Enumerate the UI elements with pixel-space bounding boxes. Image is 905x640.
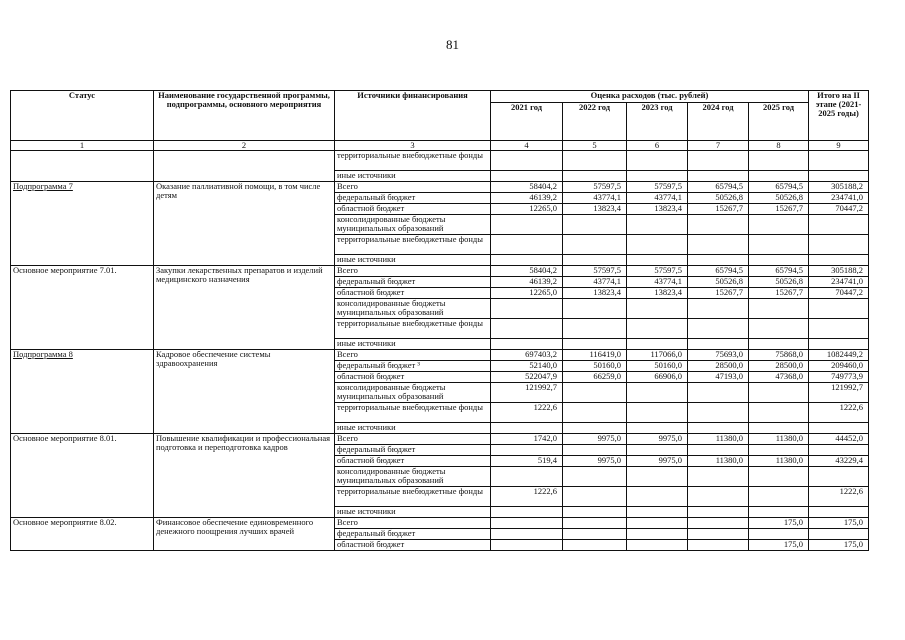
row-source: областной бюджет bbox=[335, 455, 491, 466]
row-year-value bbox=[491, 422, 563, 433]
row-source: иные источники bbox=[335, 170, 491, 181]
row-year-value bbox=[627, 254, 688, 265]
header-sources: Источники финансирования bbox=[335, 91, 491, 141]
row-year-value bbox=[627, 214, 688, 234]
row-status: Подпрограмма 8 bbox=[11, 349, 154, 433]
row-year-value bbox=[563, 444, 627, 455]
row-year-value bbox=[688, 444, 749, 455]
row-year-value bbox=[563, 528, 627, 539]
row-year-value bbox=[749, 170, 809, 181]
row-total-value: 121992,7 bbox=[809, 382, 869, 402]
row-year-value bbox=[563, 170, 627, 181]
row-year-value bbox=[749, 234, 809, 254]
row-year-value: 50526,8 bbox=[688, 192, 749, 203]
row-total-value bbox=[809, 338, 869, 349]
column-number: 6 bbox=[627, 141, 688, 151]
row-source: территориальные внебюджетные фонды bbox=[335, 150, 491, 170]
row-year-value bbox=[627, 170, 688, 181]
row-source: Всего bbox=[335, 433, 491, 444]
row-year-value: 57597,5 bbox=[563, 265, 627, 276]
row-year-value bbox=[563, 506, 627, 517]
budget-table bbox=[10, 90, 869, 551]
row-year-value: 522047,9 bbox=[491, 371, 563, 382]
row-year-value bbox=[627, 539, 688, 550]
row-total-value: 209460,0 bbox=[809, 360, 869, 371]
row-year-value: 13823,4 bbox=[563, 203, 627, 214]
row-year-value bbox=[749, 338, 809, 349]
table-row bbox=[11, 349, 869, 360]
row-year-value bbox=[749, 318, 809, 338]
row-year-value bbox=[627, 338, 688, 349]
row-source: Всего bbox=[335, 181, 491, 192]
row-total-value bbox=[809, 254, 869, 265]
row-year-value bbox=[749, 444, 809, 455]
row-year-value: 50526,8 bbox=[749, 276, 809, 287]
row-year-value: 46139,2 bbox=[491, 192, 563, 203]
column-number: 5 bbox=[563, 141, 627, 151]
row-status bbox=[11, 150, 154, 181]
row-source: территориальные внебюджетные фонды bbox=[335, 486, 491, 506]
row-year-value: 66259,0 bbox=[563, 371, 627, 382]
table-row bbox=[11, 517, 869, 528]
row-source: иные источники bbox=[335, 506, 491, 517]
row-total-value: 1222,6 bbox=[809, 486, 869, 506]
row-year-value bbox=[627, 486, 688, 506]
table-row bbox=[11, 150, 869, 170]
row-total-value bbox=[809, 170, 869, 181]
row-source: областной бюджет bbox=[335, 371, 491, 382]
header-year: 2025 год bbox=[749, 103, 809, 141]
row-year-value bbox=[491, 528, 563, 539]
row-year-value: 50160,0 bbox=[627, 360, 688, 371]
row-total-value: 749773,9 bbox=[809, 371, 869, 382]
row-year-value bbox=[688, 422, 749, 433]
column-number: 4 bbox=[491, 141, 563, 151]
row-source: консолидированные бюджеты муниципальных образований bbox=[335, 466, 491, 486]
row-year-value bbox=[491, 506, 563, 517]
row-total-value: 70447,2 bbox=[809, 203, 869, 214]
row-year-value bbox=[563, 214, 627, 234]
row-total-value bbox=[809, 298, 869, 318]
row-source: Всего bbox=[335, 265, 491, 276]
row-program-name: Повышение квалификации и профессиональная подготовка и переподготовка кадров bbox=[154, 433, 335, 517]
row-total-value: 1222,6 bbox=[809, 402, 869, 422]
row-year-value: 43774,1 bbox=[627, 192, 688, 203]
row-year-value: 66906,0 bbox=[627, 371, 688, 382]
row-source: федеральный бюджет ³ bbox=[335, 360, 491, 371]
header-year: 2024 год bbox=[688, 103, 749, 141]
row-year-value bbox=[491, 466, 563, 486]
row-year-value bbox=[563, 338, 627, 349]
row-year-value: 52140,0 bbox=[491, 360, 563, 371]
row-total-value bbox=[809, 422, 869, 433]
row-status: Основное мероприятие 8.02. bbox=[11, 517, 154, 550]
row-year-value: 11380,0 bbox=[749, 455, 809, 466]
header-status: Статус bbox=[11, 91, 154, 141]
row-source: консолидированные бюджеты муниципальных образований bbox=[335, 382, 491, 402]
row-year-value: 65794,5 bbox=[688, 265, 749, 276]
row-year-value bbox=[688, 234, 749, 254]
row-total-value: 305188,2 bbox=[809, 181, 869, 192]
row-year-value bbox=[491, 150, 563, 170]
header-year: 2021 год bbox=[491, 103, 563, 141]
row-source: территориальные внебюджетные фонды bbox=[335, 402, 491, 422]
row-source: федеральный бюджет bbox=[335, 444, 491, 455]
row-total-value bbox=[809, 234, 869, 254]
row-year-value: 9975,0 bbox=[563, 455, 627, 466]
row-year-value bbox=[749, 486, 809, 506]
row-year-value bbox=[688, 338, 749, 349]
row-year-value bbox=[749, 506, 809, 517]
column-number: 7 bbox=[688, 141, 749, 151]
row-status: Основное мероприятие 7.01. bbox=[11, 265, 154, 349]
row-total-value bbox=[809, 506, 869, 517]
column-number: 3 bbox=[335, 141, 491, 151]
row-year-value: 47193,0 bbox=[688, 371, 749, 382]
row-year-value bbox=[563, 539, 627, 550]
row-total-value: 234741,0 bbox=[809, 276, 869, 287]
row-source: федеральный бюджет bbox=[335, 528, 491, 539]
row-year-value bbox=[688, 150, 749, 170]
row-year-value: 11380,0 bbox=[688, 455, 749, 466]
column-number: 8 bbox=[749, 141, 809, 151]
row-year-value bbox=[749, 382, 809, 402]
column-number: 9 bbox=[809, 141, 869, 151]
row-year-value: 12265,0 bbox=[491, 287, 563, 298]
row-total-value: 44452,0 bbox=[809, 433, 869, 444]
row-year-value bbox=[491, 338, 563, 349]
row-year-value bbox=[627, 528, 688, 539]
row-year-value bbox=[688, 517, 749, 528]
row-year-value: 28500,0 bbox=[749, 360, 809, 371]
header-year: 2023 год bbox=[627, 103, 688, 141]
row-year-value: 13823,4 bbox=[627, 287, 688, 298]
row-total-value bbox=[809, 150, 869, 170]
row-total-value bbox=[809, 444, 869, 455]
header-program-name: Наименование государственной программы, подпрограммы, основного мероприятия bbox=[154, 91, 335, 141]
row-total-value bbox=[809, 466, 869, 486]
row-year-value bbox=[491, 539, 563, 550]
row-year-value bbox=[688, 539, 749, 550]
row-source: территориальные внебюджетные фонды bbox=[335, 318, 491, 338]
row-year-value bbox=[563, 234, 627, 254]
row-year-value bbox=[563, 486, 627, 506]
row-year-value bbox=[563, 298, 627, 318]
row-year-value: 519,4 bbox=[491, 455, 563, 466]
row-source: областной бюджет bbox=[335, 539, 491, 550]
row-year-value: 11380,0 bbox=[749, 433, 809, 444]
row-year-value: 1222,6 bbox=[491, 402, 563, 422]
row-year-value bbox=[491, 444, 563, 455]
row-total-value: 1082449,2 bbox=[809, 349, 869, 360]
row-year-value bbox=[563, 466, 627, 486]
row-year-value: 9975,0 bbox=[627, 455, 688, 466]
row-year-value bbox=[627, 150, 688, 170]
row-program-name: Оказание паллиативной помощи, в том числе детям bbox=[154, 181, 335, 265]
column-number: 2 bbox=[154, 141, 335, 151]
row-year-value bbox=[627, 318, 688, 338]
row-year-value: 9975,0 bbox=[563, 433, 627, 444]
row-status: Подпрограмма 7 bbox=[11, 181, 154, 265]
header-estimate: Оценка расходов (тыс. рублей) bbox=[491, 91, 809, 103]
row-year-value: 50526,8 bbox=[688, 276, 749, 287]
row-year-value bbox=[627, 444, 688, 455]
row-source: федеральный бюджет bbox=[335, 192, 491, 203]
row-year-value bbox=[749, 466, 809, 486]
row-year-value bbox=[563, 422, 627, 433]
row-total-value: 43229,4 bbox=[809, 455, 869, 466]
row-year-value bbox=[749, 528, 809, 539]
row-year-value: 43774,1 bbox=[563, 192, 627, 203]
row-year-value bbox=[563, 402, 627, 422]
row-year-value: 65794,5 bbox=[749, 265, 809, 276]
row-year-value: 11380,0 bbox=[688, 433, 749, 444]
row-year-value bbox=[491, 214, 563, 234]
row-program-name: Кадровое обеспечение системы здравоохранения bbox=[154, 349, 335, 433]
row-year-value: 1222,6 bbox=[491, 486, 563, 506]
row-year-value bbox=[627, 298, 688, 318]
row-year-value bbox=[491, 234, 563, 254]
row-source: консолидированные бюджеты муниципальных образований bbox=[335, 298, 491, 318]
row-year-value: 12265,0 bbox=[491, 203, 563, 214]
row-year-value bbox=[688, 318, 749, 338]
table-row bbox=[11, 265, 869, 276]
row-year-value bbox=[491, 318, 563, 338]
row-year-value: 117066,0 bbox=[627, 349, 688, 360]
row-year-value bbox=[627, 466, 688, 486]
row-year-value bbox=[749, 150, 809, 170]
row-year-value: 75868,0 bbox=[749, 349, 809, 360]
row-year-value bbox=[563, 382, 627, 402]
row-year-value bbox=[688, 382, 749, 402]
row-year-value: 47368,0 bbox=[749, 371, 809, 382]
row-year-value bbox=[563, 318, 627, 338]
row-year-value: 1742,0 bbox=[491, 433, 563, 444]
row-year-value bbox=[688, 486, 749, 506]
row-year-value: 50526,8 bbox=[749, 192, 809, 203]
row-source: консолидированные бюджеты муниципальных образований bbox=[335, 214, 491, 234]
row-program-name bbox=[154, 150, 335, 181]
row-year-value bbox=[563, 150, 627, 170]
row-source: иные источники bbox=[335, 338, 491, 349]
row-year-value: 697403,2 bbox=[491, 349, 563, 360]
row-year-value: 57597,5 bbox=[563, 181, 627, 192]
row-year-value: 175,0 bbox=[749, 539, 809, 550]
row-source: территориальные внебюджетные фонды bbox=[335, 234, 491, 254]
row-year-value bbox=[688, 528, 749, 539]
row-year-value: 15267,7 bbox=[749, 287, 809, 298]
row-year-value: 65794,5 bbox=[688, 181, 749, 192]
row-source: иные источники bbox=[335, 422, 491, 433]
row-year-value bbox=[627, 517, 688, 528]
row-year-value bbox=[749, 214, 809, 234]
row-total-value: 175,0 bbox=[809, 539, 869, 550]
table-row bbox=[11, 433, 869, 444]
header-year: 2022 год bbox=[563, 103, 627, 141]
row-source: Всего bbox=[335, 517, 491, 528]
row-year-value bbox=[688, 466, 749, 486]
row-year-value: 121992,7 bbox=[491, 382, 563, 402]
row-total-value: 70447,2 bbox=[809, 287, 869, 298]
row-source: областной бюджет bbox=[335, 287, 491, 298]
row-year-value bbox=[749, 402, 809, 422]
row-year-value: 13823,4 bbox=[563, 287, 627, 298]
row-year-value bbox=[491, 170, 563, 181]
row-year-value: 57597,5 bbox=[627, 265, 688, 276]
table-body bbox=[11, 150, 869, 550]
row-year-value: 43774,1 bbox=[627, 276, 688, 287]
row-year-value: 15267,7 bbox=[749, 203, 809, 214]
row-total-value: 234741,0 bbox=[809, 192, 869, 203]
row-status: Основное мероприятие 8.01. bbox=[11, 433, 154, 517]
row-total-value bbox=[809, 214, 869, 234]
row-year-value: 15267,7 bbox=[688, 203, 749, 214]
row-year-value bbox=[491, 517, 563, 528]
row-year-value: 116419,0 bbox=[563, 349, 627, 360]
row-year-value bbox=[563, 254, 627, 265]
row-year-value bbox=[491, 298, 563, 318]
column-number: 1 bbox=[11, 141, 154, 151]
row-year-value: 28500,0 bbox=[688, 360, 749, 371]
row-year-value bbox=[627, 506, 688, 517]
row-total-value: 175,0 bbox=[809, 517, 869, 528]
row-year-value bbox=[627, 382, 688, 402]
row-source: иные источники bbox=[335, 254, 491, 265]
row-total-value: 305188,2 bbox=[809, 265, 869, 276]
row-year-value bbox=[688, 170, 749, 181]
row-year-value bbox=[627, 422, 688, 433]
row-year-value bbox=[627, 402, 688, 422]
row-year-value: 175,0 bbox=[749, 517, 809, 528]
row-year-value: 43774,1 bbox=[563, 276, 627, 287]
row-year-value bbox=[688, 214, 749, 234]
row-year-value: 75693,0 bbox=[688, 349, 749, 360]
row-year-value: 57597,5 bbox=[627, 181, 688, 192]
row-year-value: 58404,2 bbox=[491, 265, 563, 276]
row-year-value: 9975,0 bbox=[627, 433, 688, 444]
row-year-value bbox=[491, 254, 563, 265]
row-year-value: 46139,2 bbox=[491, 276, 563, 287]
row-year-value bbox=[749, 422, 809, 433]
row-year-value bbox=[688, 402, 749, 422]
page-number: 81 bbox=[446, 37, 459, 52]
row-year-value: 65794,5 bbox=[749, 181, 809, 192]
row-year-value: 15267,7 bbox=[688, 287, 749, 298]
row-year-value bbox=[563, 517, 627, 528]
row-total-value bbox=[809, 318, 869, 338]
row-source: Всего bbox=[335, 349, 491, 360]
row-source: областной бюджет bbox=[335, 203, 491, 214]
row-total-value bbox=[809, 528, 869, 539]
row-program-name: Финансовое обеспечение единовременного денежного поощрения лучших врачей bbox=[154, 517, 335, 550]
row-year-value bbox=[688, 506, 749, 517]
row-year-value: 50160,0 bbox=[563, 360, 627, 371]
header-total: Итого на II этапе (2021-2025 годы) bbox=[809, 91, 869, 141]
row-source: федеральный бюджет bbox=[335, 276, 491, 287]
table-row bbox=[11, 181, 869, 192]
row-year-value bbox=[749, 254, 809, 265]
row-year-value: 58404,2 bbox=[491, 181, 563, 192]
row-year-value bbox=[749, 298, 809, 318]
row-program-name: Закупки лекарственных препаратов и изделий медицинского назначения bbox=[154, 265, 335, 349]
row-year-value bbox=[688, 298, 749, 318]
row-year-value bbox=[688, 254, 749, 265]
row-year-value bbox=[627, 234, 688, 254]
row-year-value: 13823,4 bbox=[627, 203, 688, 214]
